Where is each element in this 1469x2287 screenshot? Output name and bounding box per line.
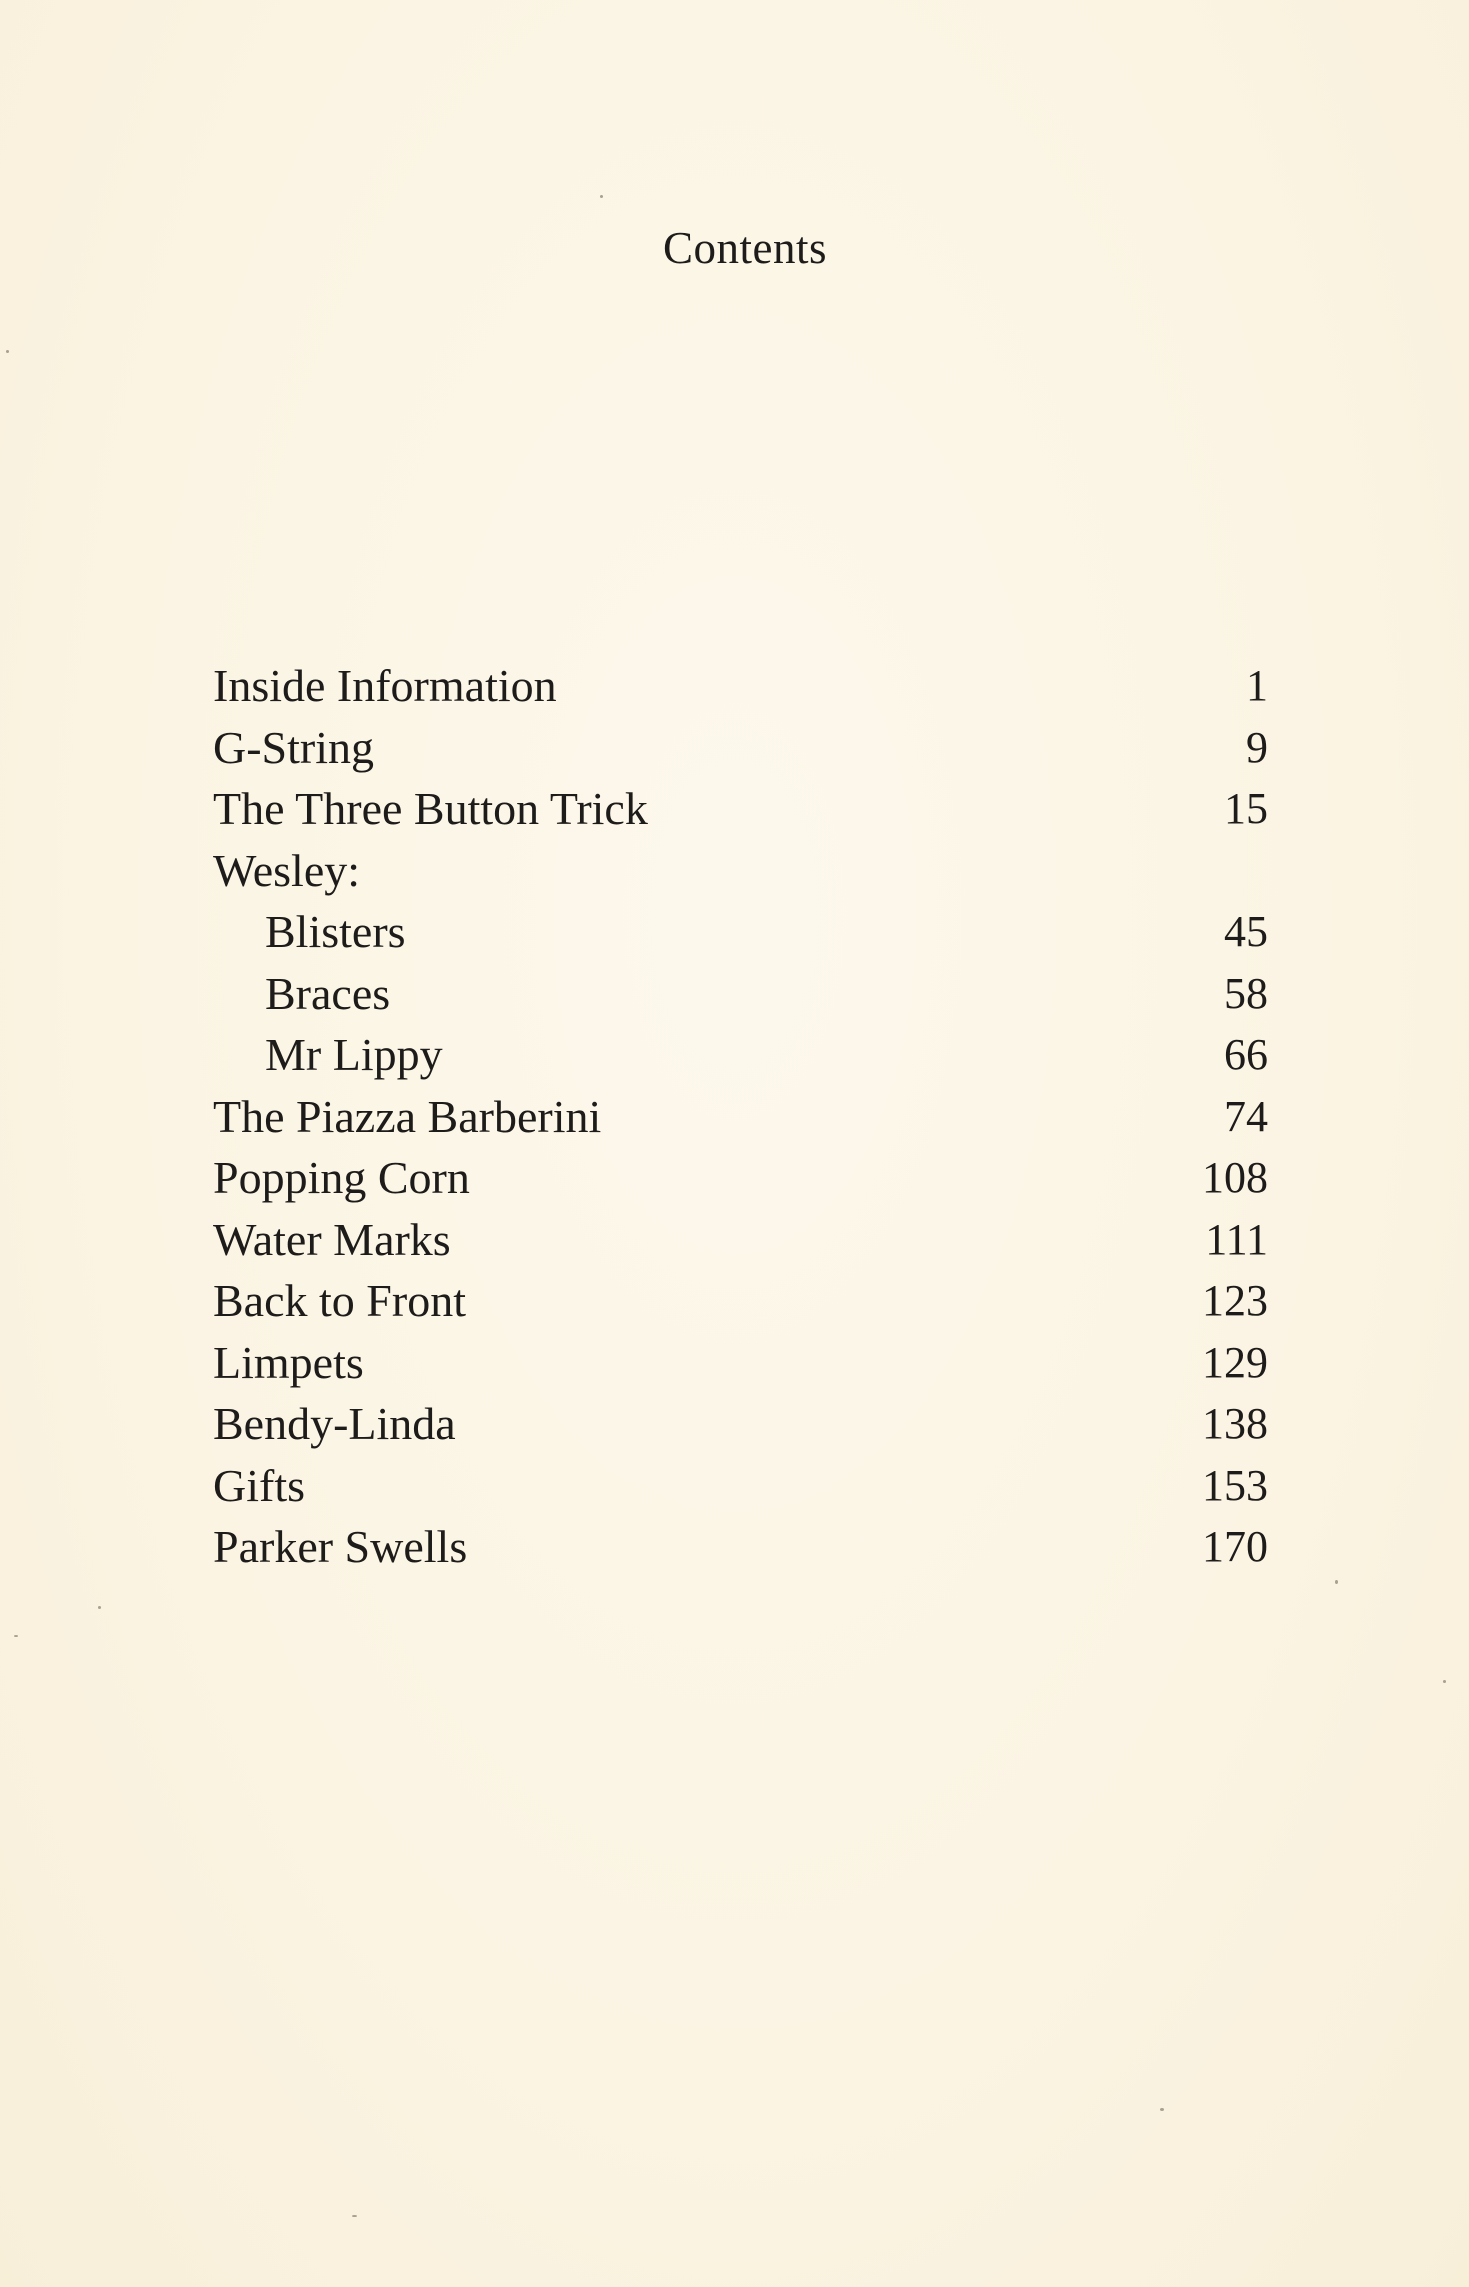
entry-title: Blisters xyxy=(265,906,406,957)
entry-page-number: 9 xyxy=(1246,722,1268,772)
entry-title: The Three Button Trick xyxy=(213,783,648,834)
toc-sub-entry xyxy=(213,1024,1268,1086)
toc-entry xyxy=(213,1209,1268,1271)
toc-entry xyxy=(213,778,1268,840)
entry-page-number: 170 xyxy=(1202,1522,1268,1571)
entry-page-number: 45 xyxy=(1224,907,1268,956)
toc-sub-entry xyxy=(213,963,1268,1025)
entry-title: Mr Lippy xyxy=(265,1029,443,1080)
page-title: Contents xyxy=(662,223,827,273)
entry-page-number: 123 xyxy=(1202,1276,1268,1325)
toc-section-heading xyxy=(213,840,1268,902)
entry-page-number: 1 xyxy=(1246,661,1268,710)
entry-page-number: 138 xyxy=(1202,1399,1268,1448)
entry-page-number: 111 xyxy=(1205,1214,1268,1264)
entry-title: Parker Swells xyxy=(213,1521,468,1572)
entry-page-number: 129 xyxy=(1202,1337,1268,1387)
entry-title: Limpets xyxy=(213,1336,364,1388)
entry-title: G-String xyxy=(213,721,374,773)
entry-title: Wesley: xyxy=(213,844,361,896)
entry-page-number: 66 xyxy=(1224,1030,1268,1079)
paper-speck xyxy=(98,1606,101,1609)
toc-entry xyxy=(213,655,1268,717)
toc-entry xyxy=(213,1393,1268,1455)
entry-title: Bendy-Linda xyxy=(213,1398,456,1449)
entry-title: Braces xyxy=(265,967,391,1019)
entry-title: Back to Front xyxy=(213,1275,466,1326)
toc-sub-entry xyxy=(213,901,1268,963)
paper-speck xyxy=(1160,2108,1164,2111)
entry-page-number: 15 xyxy=(1224,784,1268,833)
toc-entry xyxy=(213,1086,1268,1148)
toc-entry xyxy=(213,1270,1268,1332)
paper-speck xyxy=(14,1635,18,1637)
paper-speck xyxy=(352,2215,357,2217)
entry-title: Gifts xyxy=(213,1459,305,1511)
toc-entry xyxy=(213,717,1268,779)
toc-entry xyxy=(213,1516,1268,1578)
entry-page-number: 74 xyxy=(1224,1091,1268,1141)
table-of-contents xyxy=(213,655,1268,1578)
paper-speck xyxy=(1443,1680,1446,1683)
entry-title: Popping Corn xyxy=(213,1152,470,1203)
paper-speck xyxy=(600,195,603,198)
entry-page-number: 58 xyxy=(1224,968,1268,1018)
toc-entry xyxy=(213,1332,1268,1394)
paper-speck xyxy=(6,350,9,353)
entry-title: The Piazza Barberini xyxy=(213,1090,602,1142)
entry-title: Water Marks xyxy=(213,1213,451,1265)
toc-entry xyxy=(213,1147,1268,1209)
entry-page-number: 153 xyxy=(1202,1460,1268,1510)
paper-speck xyxy=(1335,1580,1338,1584)
entry-page-number: 108 xyxy=(1202,1153,1268,1202)
toc-entry xyxy=(213,1455,1268,1517)
entry-title: Inside Information xyxy=(213,660,557,711)
